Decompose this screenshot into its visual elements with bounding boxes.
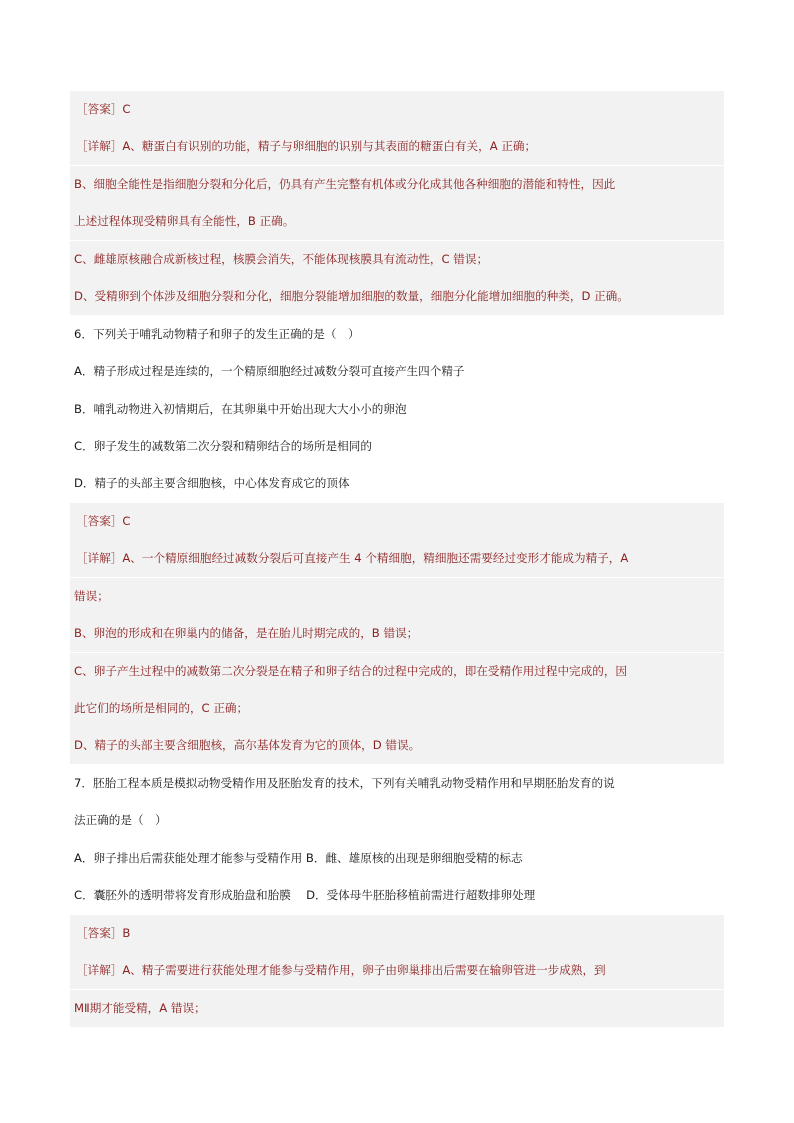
explanation-line: MⅡ期才能受精，A 错误； [70,990,724,1027]
answer-label: ［答案］B [70,915,724,952]
question-option: A．精子形成过程是连续的，一个精原细胞经过减数分裂可直接产生四个精子 [74,364,465,378]
question-option: A．卵子排出后需获能处理才能参与受精作用 B．雌、雄原核的出现是卵细胞受精的标志 [74,851,523,865]
explanation-line: ［详解］A、糖蛋白有识别的功能，精子与卵细胞的识别与其表面的糖蛋白有关，A 正确； [70,128,724,165]
question-option: C．囊胚外的透明带将发育形成胎盘和胎膜 D．受体母牛胚胎移植前需进行超数排卵处理 [74,888,536,902]
answer-label: ［答案］C [70,91,724,128]
question-stem: 法正确的是（ ） [74,813,167,827]
answer-label: ［答案］C [70,503,724,540]
question-stem: 6．下列关于哺乳动物精子和卵子的发生正确的是（ ） [74,327,360,341]
explanation-line: ［详解］A、一个精原细胞经过减数分裂后可直接产生 4 个精细胞，精细胞还需要经过变形才能成为精子，A [70,540,724,577]
explanation-line: D、受精卵到个体涉及细胞分裂和分化，细胞分裂能增加细胞的数量，细胞分化能增加细胞的种类，D 正确。 [70,278,724,315]
explanation-line: B、卵泡的形成和在卵巢内的储备，是在胎儿时期完成的，B 错误； [70,615,724,652]
question-stem: 7．胚胎工程本质是模拟动物受精作用及胚胎发育的技术，下列有关哺乳动物受精作用和早期胚胎发育的说 [74,776,615,790]
question-option: D．精子的头部主要含细胞核，中心体发育成它的顶体 [74,476,350,490]
question-option: B．哺乳动物进入初情期后，在其卵巢中开始出现大大小小的卵泡 [74,402,407,416]
explanation-line: 此它们的场所是相同的，C 正确； [70,690,724,727]
explanation-line: 错误； [70,578,724,615]
explanation-line: ［详解］A、精子需要进行获能处理才能参与受精作用，卵子由卵巢排出后需要在输卵管进一步成熟，到 [70,952,724,989]
explanation-line: B、细胞全能性是指细胞分裂和分化后，仍具有产生完整有机体或分化成其他各种细胞的潜能和特性，因此 [70,166,724,203]
explanation-line: C、卵子产生过程中的减数第二次分裂是在精子和卵子结合的过程中完成的，即在受精作用过程中完成的，因 [70,653,724,690]
question-option: C．卵子发生的减数第二次分裂和精卵结合的场所是相同的 [74,439,372,453]
explanation-line: C、雌雄原核融合成新核过程，核膜会消失，不能体现核膜具有流动性，C 错误； [70,241,724,278]
explanation-line: D、精子的头部主要含细胞核，高尔基体发育为它的顶体，D 错误。 [70,727,724,764]
explanation-line: 上述过程体现受精卵具有全能性，B 正确。 [70,203,724,240]
